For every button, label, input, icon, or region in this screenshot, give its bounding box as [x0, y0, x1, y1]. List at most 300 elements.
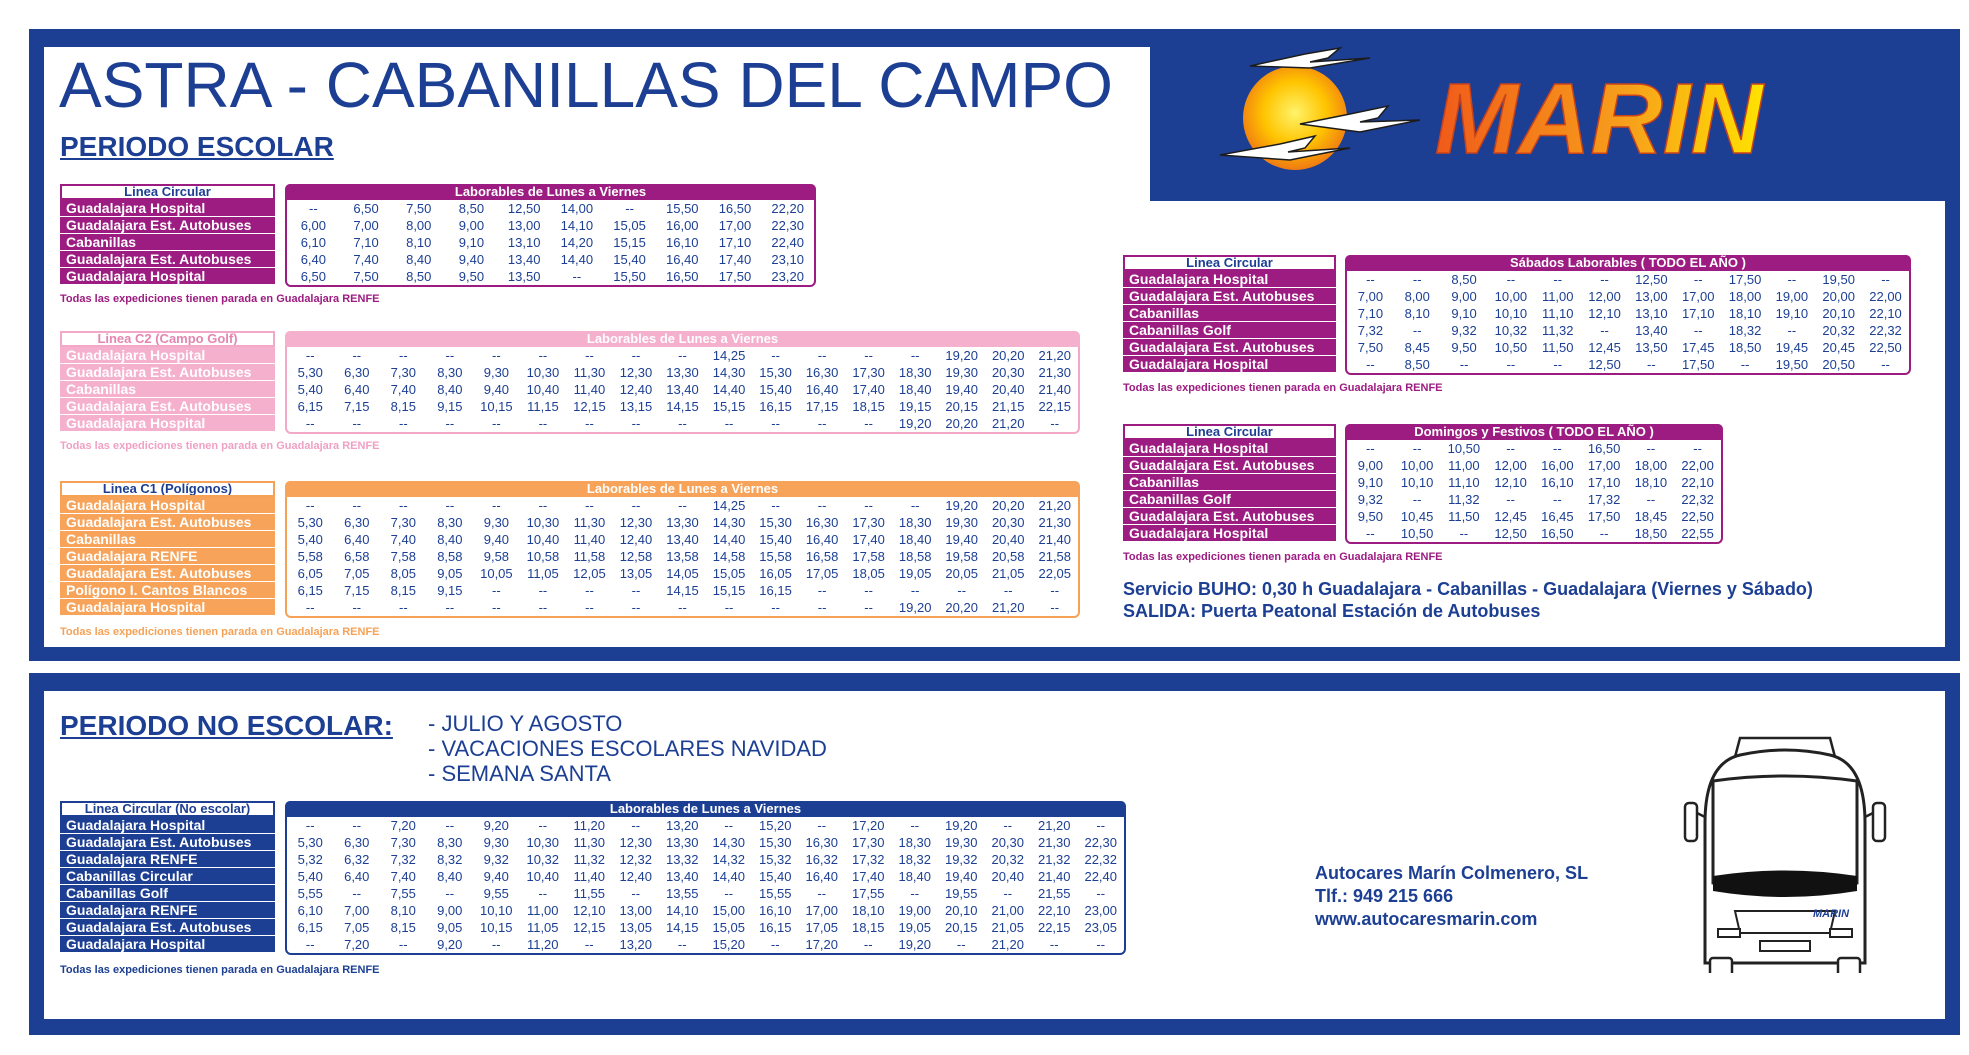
- departure-time: --: [305, 600, 315, 615]
- departure-time: 6,40: [344, 532, 370, 547]
- schedule-row: [287, 381, 1078, 398]
- departure-time: 20,58: [991, 549, 1025, 564]
- departure-time: 17,30: [851, 835, 885, 850]
- departure-time: 17,00: [805, 903, 839, 918]
- departure-time: 7,15: [344, 399, 370, 414]
- departure-time: 15,40: [759, 532, 792, 547]
- departure-time: --: [585, 416, 594, 431]
- departure-time: 22,20: [771, 201, 804, 216]
- departure-time: 16,40: [805, 869, 839, 884]
- stop-name: Guadalajara Est. Autobuses: [60, 251, 275, 268]
- departure-time: 11,05: [527, 566, 559, 581]
- departure-time: 12,40: [619, 869, 653, 884]
- departure-time: --: [724, 818, 734, 833]
- departure-time: 10,30: [526, 835, 560, 850]
- departure-time: 9,30: [483, 515, 510, 530]
- departure-time: 18,40: [898, 382, 932, 397]
- departure-time: 13,40: [665, 869, 699, 884]
- departure-time: --: [678, 348, 687, 363]
- departure-time: 17,32: [1587, 492, 1621, 507]
- departure-time: 18,30: [898, 365, 932, 380]
- departure-time: 20,32: [991, 852, 1025, 867]
- departure-time: 20,00: [1822, 289, 1855, 304]
- departure-time: 19,50: [1822, 272, 1855, 287]
- departure-time: 12,50: [1494, 526, 1527, 541]
- departure-time: 21,30: [1038, 515, 1072, 530]
- departure-time: 9,20: [483, 818, 509, 833]
- departure-time: 19,10: [1775, 306, 1809, 321]
- departure-time: 8,30: [437, 365, 463, 380]
- departure-time: --: [538, 498, 548, 513]
- departure-time: 5,30: [297, 835, 323, 850]
- renfe-note: Todas las expediciones tienen parada en Guadalajara RENFE: [60, 293, 380, 305]
- renfe-note: Todas las expediciones tienen parada en Guadalajara RENFE: [60, 440, 380, 452]
- schedule-row: [1347, 440, 1721, 457]
- non-school-period-title: PERIODO NO ESCOLAR:: [60, 710, 393, 741]
- departure-time: --: [305, 416, 315, 431]
- departure-time: 19,00: [1775, 289, 1809, 304]
- departure-time: 18,58: [898, 549, 932, 564]
- departure-time: 8,40: [437, 869, 463, 884]
- departure-time: 20,32: [1822, 323, 1855, 338]
- departure-time: 7,40: [390, 869, 416, 884]
- stop-name: Guadalajara RENFE: [60, 851, 275, 868]
- departure-time: 21,40: [1038, 382, 1072, 397]
- departure-time: 6,30: [344, 365, 370, 380]
- stop-name: Guadalajara RENFE: [60, 902, 275, 919]
- departure-time: 17,58: [852, 549, 885, 564]
- departure-time: 7,40: [390, 532, 416, 547]
- departure-time: --: [678, 498, 687, 513]
- departure-time: 10,05: [480, 566, 513, 581]
- departure-time: 18,32: [898, 852, 932, 867]
- departure-time: --: [1787, 272, 1797, 287]
- departure-time: 15,50: [613, 269, 646, 284]
- departure-time: 11,32: [1448, 492, 1480, 507]
- departure-time: 12,15: [572, 920, 606, 935]
- departure-time: 7,32: [1357, 323, 1384, 338]
- departure-time: 16,50: [1587, 441, 1621, 456]
- departure-time: --: [398, 348, 408, 363]
- schedule-row: [1347, 457, 1721, 474]
- departure-time: 21,55: [1037, 886, 1071, 901]
- departure-time: --: [631, 348, 641, 363]
- departure-time: --: [538, 886, 548, 901]
- departure-time: --: [864, 600, 873, 615]
- departure-time: 12,58: [619, 549, 653, 564]
- departure-time: 19,30: [945, 365, 978, 380]
- schedule-row: [287, 834, 1124, 851]
- line-name: Linea C2 (Campo Golf): [60, 331, 275, 347]
- departure-time: 15,05: [712, 566, 746, 581]
- bus-illustration: [1680, 733, 1890, 973]
- departure-time: 21,32: [1037, 852, 1071, 867]
- departure-time: --: [585, 498, 594, 513]
- departure-time: --: [572, 269, 582, 284]
- departure-time: --: [817, 600, 827, 615]
- departure-time: --: [305, 348, 315, 363]
- departure-time: 14,30: [712, 515, 746, 530]
- departure-time: 13,40: [507, 252, 541, 267]
- departure-time: 19,32: [944, 852, 978, 867]
- departure-time: 9,40: [483, 532, 510, 547]
- stop-name: Guadalajara Est. Autobuses: [1123, 508, 1336, 525]
- departure-time: --: [309, 201, 318, 216]
- stop-name: Guadalajara Est. Autobuses: [60, 364, 275, 381]
- departure-time: 12,10: [1494, 475, 1527, 490]
- departure-time: 12,30: [619, 515, 653, 530]
- departure-time: --: [445, 886, 455, 901]
- stop-name: Cabanillas Circular: [60, 868, 275, 885]
- departure-time: 10,50: [1400, 526, 1434, 541]
- departure-time: 12,50: [1588, 357, 1621, 372]
- stop-name: Cabanillas: [60, 381, 275, 398]
- departure-time: 20,20: [945, 600, 978, 615]
- departure-time: 20,40: [991, 869, 1025, 884]
- departure-time: 23,05: [1084, 920, 1118, 935]
- departure-time: 15,00: [712, 903, 746, 918]
- departure-time: 17,00: [718, 218, 752, 233]
- departure-time: --: [1600, 272, 1609, 287]
- departure-time: 23,00: [1084, 903, 1118, 918]
- departure-time: 8,15: [390, 399, 416, 414]
- departure-time: 17,40: [718, 252, 752, 267]
- buho-service-info: [1123, 578, 1813, 622]
- departure-time: 9,10: [1451, 306, 1477, 321]
- departure-time: 7,00: [1357, 289, 1384, 304]
- schedule-header: Laborables de Lunes a Viernes: [285, 331, 1080, 347]
- departure-time: 8,30: [437, 515, 463, 530]
- schedule-row: [287, 902, 1124, 919]
- departure-time: 9,00: [1357, 458, 1384, 473]
- departure-time: 15,40: [758, 869, 792, 884]
- departure-time: --: [863, 937, 873, 952]
- departure-time: 12,45: [1494, 509, 1527, 524]
- departure-time: 16,50: [1541, 526, 1574, 541]
- departure-time: 16,50: [666, 269, 699, 284]
- departure-time: 5,55: [297, 886, 323, 901]
- departure-time: --: [492, 416, 501, 431]
- departure-time: 11,00: [1541, 289, 1574, 304]
- departure-time: --: [1881, 357, 1890, 372]
- stop-name: Guadalajara Hospital: [1123, 525, 1336, 542]
- departure-time: 11,00: [1448, 458, 1480, 473]
- departure-time: 17,40: [851, 869, 885, 884]
- departure-time: --: [1693, 323, 1703, 338]
- departure-time: 20,05: [945, 566, 978, 581]
- departure-time: 10,10: [1494, 306, 1528, 321]
- departure-time: 21,20: [1037, 818, 1071, 833]
- departure-time: --: [910, 583, 920, 598]
- schedule-row: [1347, 491, 1721, 508]
- departure-time: 14,25: [712, 348, 746, 363]
- departure-time: 19,20: [945, 348, 978, 363]
- departure-time: --: [817, 886, 827, 901]
- stop-name: Cabanillas: [60, 234, 275, 251]
- departure-time: --: [910, 886, 920, 901]
- departure-time: 13,00: [507, 218, 541, 233]
- departure-time: 13,20: [665, 818, 699, 833]
- departure-time: --: [1459, 526, 1469, 541]
- departure-time: --: [1553, 357, 1563, 372]
- departure-time: --: [445, 348, 455, 363]
- departure-time: 15,30: [759, 365, 792, 380]
- renfe-note: Todas las expediciones tienen parada en Guadalajara RENFE: [60, 964, 380, 976]
- departure-time: 19,40: [945, 532, 978, 547]
- departure-time: 22,32: [1084, 852, 1118, 867]
- departure-time: 17,50: [718, 269, 752, 284]
- departure-time: 21,20: [991, 937, 1025, 952]
- departure-time: 18,30: [898, 515, 932, 530]
- departure-time: --: [631, 886, 641, 901]
- departure-time: --: [1646, 492, 1656, 507]
- departure-time: --: [724, 600, 734, 615]
- departure-time: --: [1003, 818, 1013, 833]
- departure-time: 20,20: [991, 348, 1025, 363]
- stop-name: Guadalajara Est. Autobuses: [60, 834, 275, 851]
- departure-time: 18,45: [1634, 509, 1668, 524]
- departure-time: 13,10: [1635, 306, 1668, 321]
- stop-name: Guadalajara Est. Autobuses: [60, 919, 275, 936]
- departure-time: 14,20: [560, 235, 594, 250]
- schedule-row: [287, 200, 814, 217]
- departure-time: 5,40: [297, 869, 323, 884]
- departure-time: 20,15: [945, 399, 978, 414]
- departure-time: 13,30: [666, 365, 699, 380]
- departure-time: 7,00: [344, 903, 370, 918]
- stop-name: Guadalajara Est. Autobuses: [1123, 339, 1336, 356]
- departure-time: 7,40: [353, 252, 379, 267]
- departure-time: 14,58: [712, 549, 746, 564]
- departure-time: 14,40: [560, 252, 594, 267]
- schedule-row: [287, 398, 1078, 415]
- departure-time: 16,00: [666, 218, 699, 233]
- departure-time: --: [585, 583, 594, 598]
- departure-time: 9,55: [483, 886, 509, 901]
- stop-name: Guadalajara Est. Autobuses: [60, 217, 275, 234]
- departure-time: 5,58: [297, 549, 323, 564]
- departure-time: 16,05: [759, 566, 792, 581]
- stop-name: Cabanillas Golf: [1123, 491, 1336, 508]
- departure-time: 8,00: [406, 218, 432, 233]
- departure-time: 9,50: [1357, 509, 1384, 524]
- departure-time: 14,40: [712, 532, 746, 547]
- departure-time: 22,05: [1038, 566, 1072, 581]
- departure-time: --: [1506, 272, 1516, 287]
- departure-time: 21,05: [991, 566, 1025, 581]
- departure-time: 8,50: [406, 269, 432, 284]
- departure-time: 10,15: [480, 399, 513, 414]
- departure-time: 8,30: [437, 835, 463, 850]
- departure-time: 20,45: [1822, 340, 1855, 355]
- schedule-row: [1347, 288, 1909, 305]
- departure-time: 10,50: [1494, 340, 1528, 355]
- departure-time: 14,10: [665, 903, 699, 918]
- departure-time: 11,05: [526, 920, 559, 935]
- stop-name: Guadalajara Hospital: [60, 347, 275, 364]
- departure-time: 22,55: [1681, 526, 1714, 541]
- departure-time: 19,20: [898, 937, 932, 952]
- departure-time: 11,32: [573, 852, 606, 867]
- departure-time: 7,50: [353, 269, 379, 284]
- departure-time: 21,00: [991, 903, 1025, 918]
- company-website[interactable]: www.autocaresmarin.com: [1315, 909, 1538, 929]
- schedule-row: [1347, 305, 1909, 322]
- departure-time: 11,00: [526, 903, 559, 918]
- departure-time: --: [1600, 323, 1609, 338]
- departure-time: 21,40: [1038, 532, 1072, 547]
- departure-time: 16,40: [805, 382, 839, 397]
- departure-time: 21,05: [991, 920, 1025, 935]
- departure-time: --: [1787, 323, 1797, 338]
- departure-time: 14,05: [666, 566, 699, 581]
- departure-time: 7,00: [353, 218, 379, 233]
- departure-time: 8,50: [458, 201, 485, 216]
- departure-time: 21,15: [991, 399, 1025, 414]
- departure-time: 13,40: [666, 532, 699, 547]
- departure-time: 22,15: [1038, 399, 1072, 414]
- departure-time: 10,10: [479, 903, 513, 918]
- departure-time: 8,58: [437, 549, 463, 564]
- departure-time: 9,00: [437, 903, 463, 918]
- departure-time: 16,30: [805, 515, 839, 530]
- departure-time: 7,15: [344, 583, 370, 598]
- departure-time: --: [538, 600, 548, 615]
- departure-time: --: [1881, 272, 1890, 287]
- departure-time: --: [817, 818, 827, 833]
- schedule-row: [287, 548, 1078, 565]
- departure-time: --: [817, 583, 827, 598]
- departure-time: 9,00: [458, 218, 485, 233]
- departure-time: 17,45: [1681, 340, 1715, 355]
- departure-time: 6,50: [353, 201, 379, 216]
- departure-time: 23,20: [771, 269, 804, 284]
- stop-name: Guadalajara Hospital: [60, 599, 275, 616]
- departure-time: 8,50: [1404, 357, 1430, 372]
- schedule-row: [287, 565, 1078, 582]
- departure-time: 9,58: [483, 549, 510, 564]
- schedule-row: [1347, 525, 1721, 542]
- departure-time: --: [538, 348, 548, 363]
- departure-time: 10,15: [479, 920, 513, 935]
- departure-time: 15,20: [712, 937, 746, 952]
- departure-time: 13,05: [619, 920, 653, 935]
- departure-time: 11,30: [573, 515, 606, 530]
- schedule-row: [287, 514, 1078, 531]
- company-phone: Tlf.: 949 215 666: [1315, 886, 1454, 906]
- departure-time: 7,30: [390, 515, 416, 530]
- departure-time: 7,05: [344, 920, 370, 935]
- stop-name: Guadalajara Hospital: [60, 497, 275, 514]
- departure-time: 16,30: [805, 365, 839, 380]
- departure-time: 7,50: [1357, 340, 1384, 355]
- departure-time: --: [352, 818, 362, 833]
- departure-time: --: [492, 498, 501, 513]
- departure-time: 22,32: [1869, 323, 1902, 338]
- departure-time: 9,40: [458, 252, 485, 267]
- line-name: Linea Circular: [60, 184, 275, 200]
- departure-time: 22,00: [1869, 289, 1902, 304]
- departure-time: 6,05: [297, 566, 323, 581]
- departure-time: 10,30: [526, 365, 560, 380]
- departure-time: 19,05: [898, 566, 932, 581]
- departure-time: 13,50: [1635, 340, 1668, 355]
- departure-time: 8,40: [437, 382, 463, 397]
- stop-name: Guadalajara Hospital: [60, 817, 275, 834]
- departure-time: 19,00: [898, 903, 932, 918]
- departure-time: 14,10: [560, 218, 594, 233]
- departure-time: 8,40: [406, 252, 432, 267]
- departure-time: 21,58: [1038, 549, 1072, 564]
- departure-time: --: [771, 348, 780, 363]
- stop-name: Guadalajara Est. Autobuses: [1123, 457, 1336, 474]
- departure-time: --: [864, 583, 873, 598]
- departure-time: 15,30: [758, 835, 792, 850]
- departure-time: 5,32: [297, 852, 323, 867]
- departure-time: 11,40: [573, 532, 606, 547]
- departure-time: 19,50: [1775, 357, 1809, 372]
- departure-time: --: [492, 600, 501, 615]
- departure-time: --: [770, 937, 780, 952]
- departure-time: --: [625, 201, 634, 216]
- departure-time: 18,15: [851, 920, 885, 935]
- departure-time: --: [910, 348, 920, 363]
- departure-time: 15,15: [613, 235, 646, 250]
- buho-service-line: Servicio BUHO: 0,30 h Guadalajara - Cabanillas - Guadalajara (Viernes y Sábado): [1123, 579, 1813, 599]
- departure-time: --: [305, 818, 315, 833]
- stop-name: Guadalajara Hospital: [1123, 440, 1336, 457]
- departure-time: 22,15: [1037, 920, 1071, 935]
- departure-time: 22,00: [1681, 458, 1714, 473]
- departure-time: 5,40: [297, 532, 323, 547]
- departure-time: 22,10: [1681, 475, 1714, 490]
- departure-time: --: [1003, 583, 1013, 598]
- departure-time: 7,20: [344, 937, 370, 952]
- departure-time: 7,40: [390, 382, 416, 397]
- departure-time: 10,32: [1494, 323, 1528, 338]
- departure-time: --: [771, 498, 780, 513]
- departure-time: 7,58: [390, 549, 416, 564]
- departure-time: --: [1003, 886, 1013, 901]
- departure-time: 19,05: [898, 920, 932, 935]
- departure-time: 15,20: [758, 818, 792, 833]
- schedule-row: [287, 919, 1124, 936]
- departure-time: 6,40: [344, 869, 370, 884]
- departure-time: 9,30: [483, 835, 509, 850]
- departure-time: 10,40: [526, 532, 560, 547]
- departure-time: 14,32: [712, 852, 746, 867]
- departure-time: 20,15: [944, 920, 978, 935]
- departure-time: 15,40: [613, 252, 646, 267]
- schedule-row: [1347, 474, 1721, 491]
- departure-time: 20,50: [1822, 357, 1855, 372]
- departure-time: --: [910, 818, 920, 833]
- stop-name: Cabanillas Golf: [60, 885, 275, 902]
- departure-time: --: [677, 937, 687, 952]
- departure-time: 20,10: [1822, 306, 1855, 321]
- departure-time: --: [1096, 886, 1106, 901]
- departure-time: 16,10: [758, 903, 792, 918]
- schedule-header: Laborables de Lunes a Viernes: [285, 184, 816, 200]
- stop-name: Cabanillas: [60, 531, 275, 548]
- departure-time: 8,10: [390, 903, 416, 918]
- departure-time: 16,30: [805, 835, 839, 850]
- schedule-row: [287, 531, 1078, 548]
- schedule-row: [287, 817, 1124, 834]
- departure-time: 10,58: [526, 549, 560, 564]
- departure-time: 7,20: [390, 818, 416, 833]
- departure-time: 6,30: [344, 515, 370, 530]
